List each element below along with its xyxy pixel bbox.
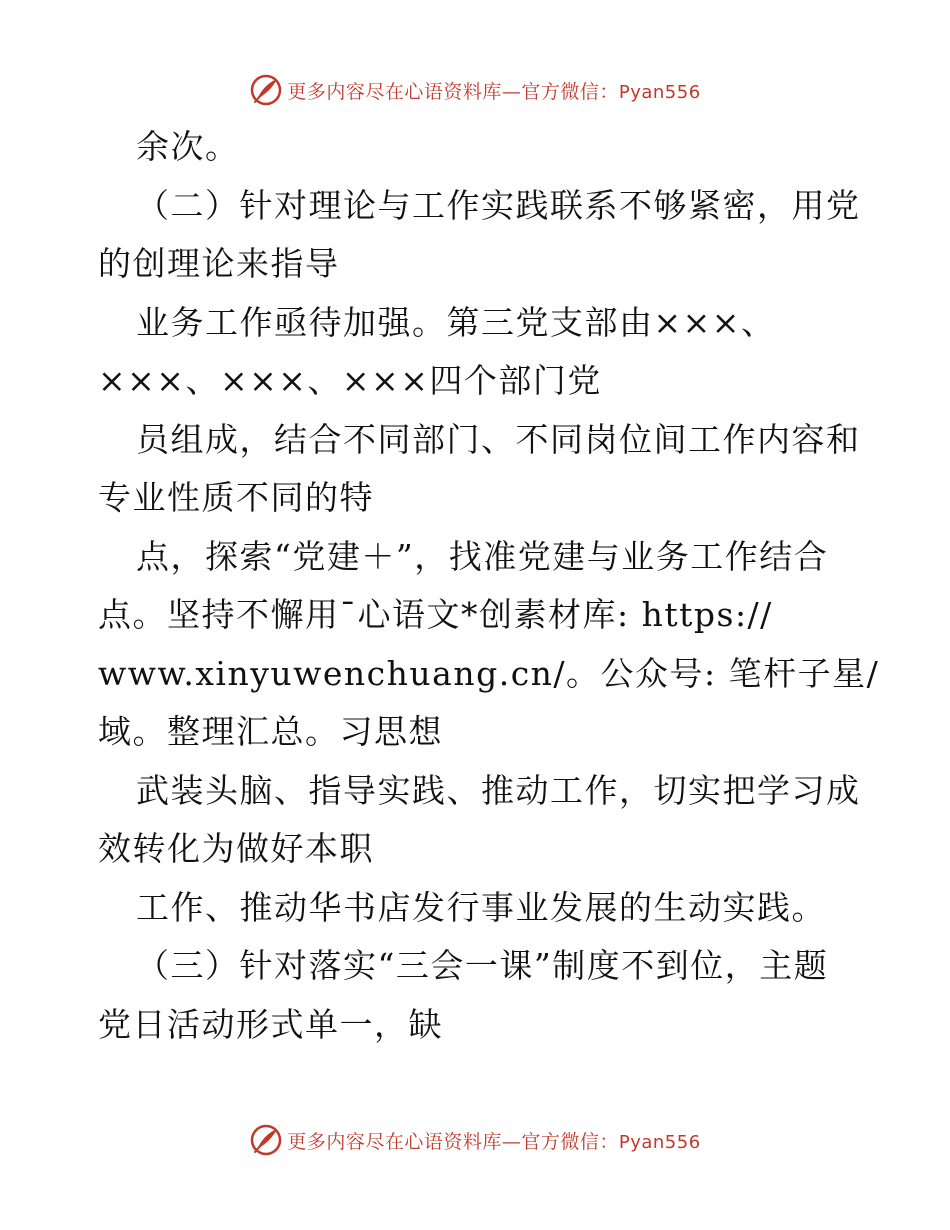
body-line: 专业性质不同的特 (98, 478, 374, 517)
body-line: 点。坚持不懈用¯心语文*创素材库: https:// (98, 595, 773, 634)
header-brand-label: 更多内容尽在心语资料库—官方微信： (287, 80, 619, 103)
footer-brand-text (287, 1127, 700, 1154)
body-line: 员组成，结合不同部门、不同岗位间工作内容和 (136, 419, 861, 459)
body-line: 的创理论来指导 (98, 244, 340, 283)
body-line: （二）针对理论与工作实践联系不够紧密，用党 (136, 185, 861, 225)
body-line: 域。整理汇总。习思想 (98, 712, 443, 751)
header-wechat-id: Pyan556 (618, 81, 701, 103)
body-line: ×××、×××、×××四个部门党 (98, 361, 602, 400)
header-banner (0, 70, 950, 110)
body-line: 效转化为做好本职 (98, 829, 374, 868)
footer-wechat-id: Pyan556 (618, 1131, 701, 1153)
footer-banner (0, 1120, 950, 1160)
footer-brand-label: 更多内容尽在心语资料库—官方微信： (287, 1130, 619, 1153)
document-body (98, 118, 880, 1054)
body-line: 党日活动形式单一，缺 (98, 1004, 443, 1044)
feather-pen-logo-icon (249, 1123, 283, 1157)
body-line: 余次。 (136, 127, 240, 166)
body-line: www.xinyuwenchuang.cn/。公众号: 笔杆子星/ (98, 653, 880, 693)
feather-pen-logo-icon (249, 73, 283, 107)
body-line: 武装头脑、指导实践、推动工作，切实把学习成 (136, 770, 861, 810)
body-line: 业务工作亟待加强。第三党支部由×××、 (136, 302, 776, 342)
body-line: 工作、推动华书店发行事业发展的生动实践。 (136, 887, 826, 927)
body-line: （三）针对落实“三会一课”制度不到位，主题 (136, 946, 829, 985)
header-brand-text (287, 77, 700, 104)
body-line: 点，探索“党建＋”，找准党建与业务工作结合 (136, 536, 829, 576)
